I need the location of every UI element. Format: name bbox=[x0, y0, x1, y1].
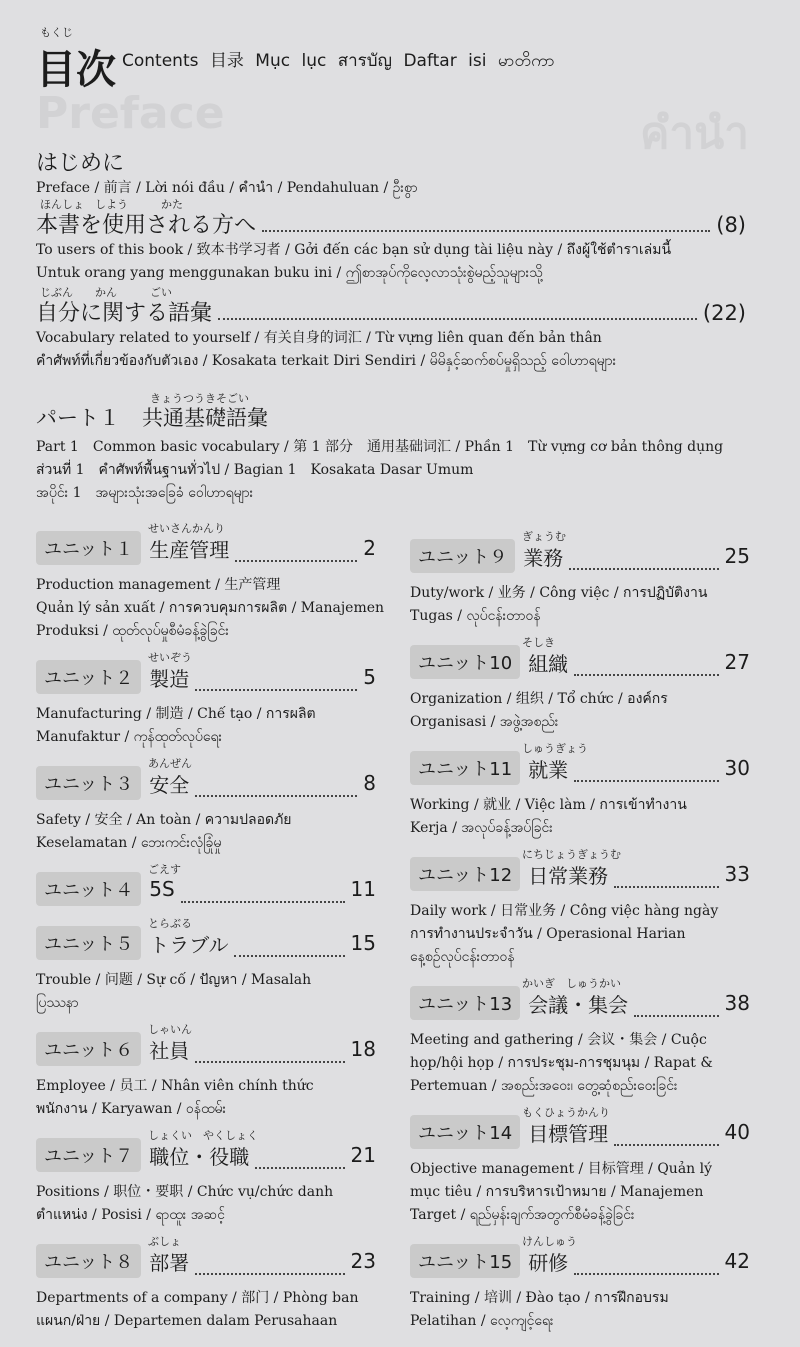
leader-dots bbox=[614, 1143, 718, 1146]
unit-page: 30 bbox=[724, 756, 750, 780]
unit-row[interactable] bbox=[410, 1106, 750, 1152]
unit-label: ユニット５ bbox=[36, 926, 141, 960]
unit-translation-line: Manufacturing / 制造 / Chế tạo / การผลิต bbox=[36, 706, 316, 722]
self-translation-2: คำศัพท์ที่เกี่ยวข้องกับตัวเอง / Kosakata terkait Diri Sendiri / မိမိနှင့်ဆက်စပ်မှုရှိသည့် ဝေါဟာရများ bbox=[36, 353, 617, 369]
preface-title: はじめに bbox=[36, 151, 125, 176]
unit-page: 40 bbox=[724, 1120, 750, 1144]
preface-section bbox=[36, 146, 746, 200]
unit-row[interactable] bbox=[410, 977, 750, 1023]
unit-translation-line: พนักงาน / Karyawan / ဝန်ထမ်း bbox=[36, 1101, 227, 1117]
unit-label: ユニット４ bbox=[36, 872, 141, 906]
leader-dots bbox=[634, 1014, 718, 1017]
unit-translation-line: နေ့စဉ်လုပ်ငန်းတာဝန် bbox=[410, 949, 515, 965]
part1-title: 共通基礎語彙 bbox=[142, 406, 268, 430]
unit-translations bbox=[36, 1075, 376, 1121]
unit-translations bbox=[410, 900, 750, 969]
unit-label: ユニット３ bbox=[36, 766, 141, 800]
unit-ruby: にちじょうぎょうむ bbox=[522, 848, 621, 861]
unit-translation-line: họp/hội họp / การประชุม-การชุมนุม / Rapat & bbox=[410, 1055, 713, 1071]
unit-row[interactable] bbox=[410, 742, 750, 788]
unit-name: 社員 bbox=[149, 1038, 190, 1063]
self-title: 自分に関する語彙 bbox=[36, 301, 213, 326]
unit-page: 27 bbox=[724, 650, 750, 674]
unit-row[interactable] bbox=[410, 848, 750, 894]
unit-entry bbox=[410, 1106, 750, 1227]
unit-name: 就業 bbox=[528, 757, 569, 782]
unit-page: 38 bbox=[724, 991, 750, 1015]
users-page: (8) bbox=[716, 213, 746, 237]
unit-translation-line: Keselamatan / ဘေးကင်းလုံခြုံမှု bbox=[36, 835, 222, 851]
watermark-left: Preface bbox=[36, 88, 225, 139]
self-section bbox=[36, 296, 746, 373]
leader-dots bbox=[195, 1272, 344, 1275]
unit-translations bbox=[36, 703, 376, 749]
unit-row[interactable] bbox=[36, 651, 376, 697]
leader-dots bbox=[235, 559, 357, 562]
unit-translation-line: Departments of a company / 部门 / Phòng ban bbox=[36, 1290, 359, 1306]
unit-name: 安全 bbox=[149, 772, 190, 797]
unit-entry bbox=[36, 1023, 376, 1121]
unit-name: 製造 bbox=[149, 666, 190, 691]
unit-page: 11 bbox=[350, 877, 376, 901]
unit-translations bbox=[410, 1158, 750, 1227]
leader-dots bbox=[195, 794, 357, 797]
unit-ruby: そしき bbox=[522, 636, 555, 649]
unit-translation-line: Positions / 职位・要职 / Chức vụ/chức danh bbox=[36, 1184, 334, 1200]
unit-row[interactable] bbox=[410, 530, 750, 576]
part1-heading[interactable] bbox=[36, 402, 746, 432]
unit-name: 目標管理 bbox=[528, 1121, 609, 1146]
unit-row[interactable] bbox=[410, 1235, 750, 1281]
unit-entry bbox=[36, 917, 376, 1015]
leader-dots bbox=[255, 1166, 344, 1169]
unit-label: ユニット13 bbox=[410, 986, 520, 1020]
unit-label: ユニット14 bbox=[410, 1115, 520, 1149]
unit-name: トラブル bbox=[149, 932, 229, 957]
unit-translation-line: Produksi / ထုတ်လုပ်မှုစီမံခန့်ခွဲခြင်း bbox=[36, 623, 229, 639]
unit-ruby: しゅうぎょう bbox=[522, 742, 588, 755]
unit-translation-line: Daily work / 日常业务 / Công việc hàng ngày bbox=[410, 903, 719, 919]
unit-ruby: けんしゅう bbox=[522, 1235, 577, 1248]
unit-translation-line: Duty/work / 业务 / Công việc / การปฏิบัติงาน bbox=[410, 585, 708, 601]
watermark-right: คำนำ bbox=[640, 108, 749, 159]
unit-label: ユニット10 bbox=[410, 645, 520, 679]
unit-ruby: しゃいん bbox=[148, 1023, 192, 1036]
unit-translations bbox=[410, 1287, 750, 1333]
unit-name: 組織 bbox=[528, 651, 569, 676]
unit-entry bbox=[410, 636, 750, 734]
unit-translation-line: Kerja / အလုပ်ခန့်အပ်ခြင်း bbox=[410, 820, 553, 836]
unit-page: 25 bbox=[724, 544, 750, 568]
preface-heading[interactable] bbox=[36, 146, 746, 177]
unit-translation-line: Organisasi / အဖွဲ့အစည်း bbox=[410, 714, 559, 730]
unit-label: ユニット７ bbox=[36, 1138, 141, 1172]
leader-dots bbox=[574, 673, 718, 676]
unit-translations bbox=[36, 809, 376, 855]
leader-dots bbox=[218, 318, 697, 320]
self-ruby: じぶん かん ごい bbox=[40, 286, 172, 299]
unit-ruby: しょくい やくしょく bbox=[148, 1129, 258, 1142]
unit-translations bbox=[36, 1181, 376, 1227]
part1-translation-3: အပိုင်း 1 အများသုံးအခြေခံ ဝေါဟာရများ bbox=[36, 485, 254, 501]
unit-row[interactable] bbox=[36, 1235, 376, 1281]
unit-entry bbox=[410, 977, 750, 1098]
part1-translation-2: ส่วนที่ 1 คำศัพท์พื้นฐานทั่วไป / Bagian 1 Kosakata Dasar Umum bbox=[36, 462, 474, 478]
unit-page: 23 bbox=[350, 1249, 376, 1273]
unit-translation-line: Objective management / 目标管理 / Quản lý bbox=[410, 1161, 713, 1177]
unit-translations bbox=[410, 1029, 750, 1098]
unit-translation-line: Meeting and gathering / 会议・集会 / Cuộc bbox=[410, 1032, 707, 1048]
unit-translation-line: Employee / 员工 / Nhân viên chính thức bbox=[36, 1078, 314, 1094]
unit-page: 18 bbox=[350, 1037, 376, 1061]
unit-translation-line: Production management / 生产管理 bbox=[36, 577, 281, 593]
users-translation-1: To users of this book / 致本书学习者 / Gởi đến các bạn sử dụng tài liệu này / ถึงผู้ใช้ตำราเล่มนี้ bbox=[36, 242, 672, 258]
unit-translation-line: Safety / 安全 / An toàn / ความปลอดภัย bbox=[36, 812, 292, 828]
unit-entry bbox=[36, 651, 376, 749]
preface-translation: Preface / 前言 / Lời nói đầu / คำนำ / Pendahuluan / ဦးစွာ bbox=[36, 180, 418, 196]
unit-ruby: あんぜん bbox=[148, 757, 192, 770]
unit-entry bbox=[36, 522, 385, 643]
unit-ruby: とらぶる bbox=[148, 917, 192, 930]
unit-page: 15 bbox=[350, 931, 376, 955]
unit-ruby: ごえす bbox=[148, 863, 181, 876]
unit-entry bbox=[410, 848, 750, 969]
unit-name: 生産管理 bbox=[149, 537, 230, 562]
unit-label: ユニット12 bbox=[410, 857, 520, 891]
unit-entry bbox=[410, 742, 750, 840]
unit-label: ユニット６ bbox=[36, 1032, 141, 1066]
title-ruby: もくじ bbox=[40, 26, 73, 39]
leader-dots bbox=[195, 1060, 344, 1063]
unit-row[interactable] bbox=[36, 522, 376, 568]
leader-dots bbox=[574, 1272, 718, 1275]
unit-page: 21 bbox=[350, 1143, 376, 1167]
users-ruby: ほんしょ しよう かた bbox=[40, 198, 183, 211]
unit-label: ユニット１ bbox=[36, 531, 141, 565]
unit-name: 職位・役職 bbox=[149, 1144, 250, 1169]
unit-translation-line: Target / ရည်မှန်းချက်အတွက်စီမံခန့်ခွဲခြင်း bbox=[410, 1207, 635, 1223]
unit-translation-line: Trouble / 问题 / Sự cố / ปัญหา / Masalah bbox=[36, 972, 312, 988]
unit-page: 5 bbox=[363, 665, 376, 689]
unit-translation-line: Manufaktur / ကုန်ထုတ်လုပ်ရေး bbox=[36, 729, 223, 745]
unit-translations bbox=[410, 794, 750, 840]
unit-name: 業務 bbox=[523, 545, 564, 570]
part1-label: パート１ bbox=[36, 406, 120, 430]
unit-label: ユニット９ bbox=[410, 539, 515, 573]
unit-row[interactable] bbox=[410, 636, 750, 682]
unit-entry bbox=[36, 863, 376, 909]
unit-ruby: もくひょうかんり bbox=[522, 1106, 610, 1119]
unit-translations bbox=[36, 969, 376, 1015]
unit-label: ユニット８ bbox=[36, 1244, 141, 1278]
unit-name: 研修 bbox=[528, 1250, 569, 1275]
unit-ruby: かいぎ しゅうかい bbox=[522, 977, 621, 990]
unit-row[interactable] bbox=[36, 863, 376, 909]
unit-translations bbox=[36, 1287, 376, 1333]
leader-dots bbox=[614, 885, 718, 888]
users-heading[interactable] bbox=[36, 208, 746, 239]
unit-translations bbox=[36, 574, 385, 643]
part1-ruby: きょうつうきそごい bbox=[150, 392, 249, 405]
self-heading[interactable] bbox=[36, 296, 746, 327]
unit-translation-line: การทำงานประจำวัน / Operasional Harian bbox=[410, 926, 686, 942]
unit-name: 部署 bbox=[149, 1250, 190, 1275]
leader-dots bbox=[234, 954, 344, 957]
users-translation-2: Untuk orang yang menggunakan buku ini / ဤစာအုပ်ကိုလေ့လာသုံးစွဲမည့်သူများသို့ bbox=[36, 265, 543, 281]
unit-entry bbox=[36, 1129, 376, 1227]
unit-label: ユニット２ bbox=[36, 660, 141, 694]
unit-page: 8 bbox=[363, 771, 376, 795]
unit-translations bbox=[410, 688, 750, 734]
units-left-column bbox=[36, 522, 385, 1347]
unit-ruby: ぶしょ bbox=[148, 1235, 181, 1248]
unit-translation-line: mục tiêu / การบริหารเป้าหมาย / Manajemen bbox=[410, 1184, 704, 1200]
unit-ruby: せいさんかんり bbox=[148, 522, 225, 535]
unit-page: 33 bbox=[724, 862, 750, 886]
leader-dots bbox=[181, 900, 345, 903]
unit-ruby: ぎょうむ bbox=[522, 530, 566, 543]
unit-entry bbox=[36, 757, 376, 855]
unit-translation-line: Pelatihan / လေ့ကျင့်ရေး bbox=[410, 1313, 554, 1329]
self-translation-1: Vocabulary related to yourself / 有关自身的词汇 / Từ vựng liên quan đến bản thân bbox=[36, 330, 602, 346]
unit-label: ユニット15 bbox=[410, 1244, 520, 1278]
unit-entry bbox=[36, 1235, 376, 1333]
unit-row[interactable] bbox=[36, 757, 376, 803]
units-right-column bbox=[410, 530, 750, 1347]
unit-entry bbox=[410, 1235, 750, 1333]
unit-page: 2 bbox=[363, 536, 376, 560]
unit-translation-line: Training / 培训 / Đào tạo / การฝึกอบรม bbox=[410, 1290, 669, 1306]
unit-name: 日常業務 bbox=[528, 863, 609, 888]
leader-dots bbox=[262, 230, 710, 232]
self-page: (22) bbox=[702, 301, 746, 325]
unit-translation-line: Quản lý sản xuất / การควบคุมการผลิต / Manajemen bbox=[36, 600, 385, 616]
unit-name: 会議・集会 bbox=[528, 992, 629, 1017]
unit-row[interactable] bbox=[36, 1129, 376, 1175]
unit-translation-line: Organization / 组织 / Tổ chức / องค์กร bbox=[410, 691, 668, 707]
unit-translation-line: แผนก/ฝ่าย / Departemen dalam Perusahaan bbox=[36, 1313, 338, 1329]
unit-translation-line: ตำแหน่ง / Posisi / ရာထူး အဆင့် bbox=[36, 1207, 225, 1223]
leader-dots bbox=[569, 567, 718, 570]
page-title: 目次 bbox=[36, 47, 116, 93]
leader-dots bbox=[574, 779, 718, 782]
unit-translations bbox=[410, 582, 750, 628]
unit-translation-line: Working / 就业 / Việc làm / การเข้าทำงาน bbox=[410, 797, 687, 813]
part1-translation-1: Part 1 Common basic vocabulary / 第 1 部分 通用基础词汇 / Phần 1 Từ vựng cơ bản thông dụng bbox=[36, 439, 724, 455]
users-title: 本書を使用される方へ bbox=[36, 213, 257, 238]
title-translations: Contents 目录 Mục lục สารบัญ Daftar isi မာတိကာ bbox=[122, 51, 555, 71]
users-section bbox=[36, 208, 746, 285]
unit-ruby: せいぞう bbox=[148, 651, 192, 664]
unit-translation-line: ပြဿနာ bbox=[36, 995, 79, 1011]
part1-section bbox=[36, 402, 746, 505]
unit-translation-line: Pertemuan / အစည်းအဝေး၊ တွေ့ဆုံစည်းဝေးခြင်း bbox=[410, 1078, 678, 1094]
unit-entry bbox=[410, 530, 750, 628]
unit-row[interactable] bbox=[36, 1023, 376, 1069]
unit-page: 42 bbox=[724, 1249, 750, 1273]
unit-label: ユニット11 bbox=[410, 751, 520, 785]
unit-row[interactable] bbox=[36, 917, 376, 963]
unit-translation-line: Tugas / လုပ်ငန်းတာဝန် bbox=[410, 608, 541, 624]
leader-dots bbox=[195, 688, 357, 691]
unit-name: 5S bbox=[149, 877, 175, 901]
